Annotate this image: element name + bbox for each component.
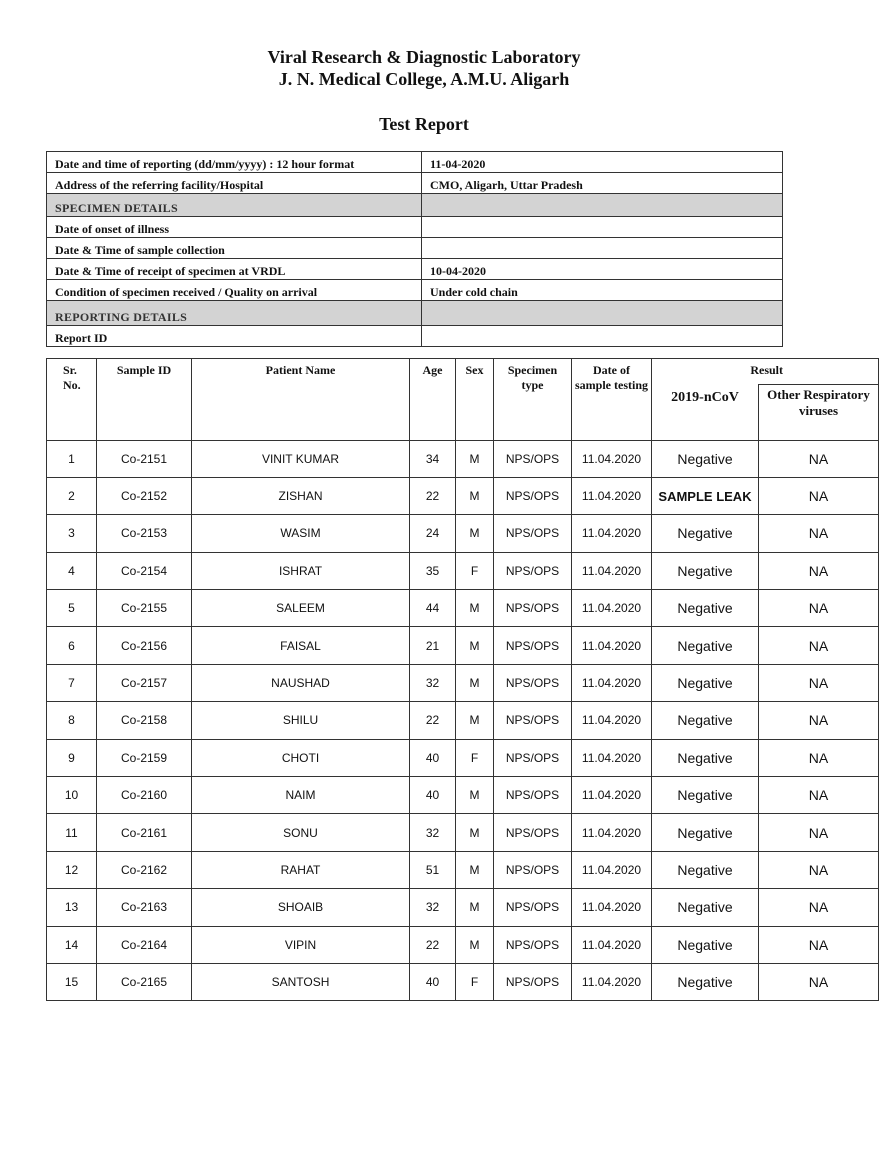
cell-date-testing: 11.04.2020 <box>572 552 652 589</box>
cell-result-other: NA <box>759 702 879 739</box>
section-heading: REPORTING DETAILS <box>47 301 422 326</box>
cell-result-2019-ncov: SAMPLE LEAK <box>652 477 759 514</box>
cell-result-2019-ncov: Negative <box>652 889 759 926</box>
cell-specimen-type: NPS/OPS <box>494 926 572 963</box>
cell-sex: F <box>456 552 494 589</box>
cell-sample-id: Co-2151 <box>97 440 192 477</box>
cell-sr-no: 11 <box>47 814 97 851</box>
cell-sex: M <box>456 851 494 888</box>
cell-result-other: NA <box>759 664 879 701</box>
cell-sex: M <box>456 702 494 739</box>
cell-patient-name: WASIM <box>192 515 410 552</box>
cell-specimen-type: NPS/OPS <box>494 739 572 776</box>
info-value <box>422 238 783 259</box>
cell-age: 22 <box>410 926 456 963</box>
institution-name: J. N. Medical College, A.M.U. Aligarh <box>278 69 570 89</box>
info-label: Report ID <box>47 326 422 347</box>
cell-sex: M <box>456 926 494 963</box>
cell-specimen-type: NPS/OPS <box>494 627 572 664</box>
info-label: Address of the referring facility/Hospital <box>47 173 422 194</box>
cell-patient-name: SALEEM <box>192 590 410 627</box>
cell-specimen-type: NPS/OPS <box>494 889 572 926</box>
cell-sr-no: 14 <box>47 926 97 963</box>
table-row <box>47 739 879 776</box>
cell-result-other: NA <box>759 477 879 514</box>
cell-patient-name: ZISHAN <box>192 477 410 514</box>
cell-date-testing: 11.04.2020 <box>572 777 652 814</box>
cell-date-testing: 11.04.2020 <box>572 627 652 664</box>
cell-sex: M <box>456 627 494 664</box>
cell-sex: F <box>456 963 494 1000</box>
section-heading: SPECIMEN DETAILS <box>47 194 422 217</box>
cell-result-other: NA <box>759 739 879 776</box>
cell-date-testing: 11.04.2020 <box>572 739 652 776</box>
cell-specimen-type: NPS/OPS <box>494 814 572 851</box>
cell-result-2019-ncov: Negative <box>652 552 759 589</box>
cell-sex: M <box>456 664 494 701</box>
cell-sample-id: Co-2165 <box>97 963 192 1000</box>
table-row <box>47 477 879 514</box>
cell-patient-name: SANTOSH <box>192 963 410 1000</box>
info-value: Under cold chain <box>422 280 783 301</box>
table-row <box>47 851 879 888</box>
cell-result-2019-ncov: Negative <box>652 926 759 963</box>
cell-date-testing: 11.04.2020 <box>572 590 652 627</box>
info-row-referring-facility <box>47 173 783 194</box>
col-header-specimen-type: Specimen type <box>494 359 572 441</box>
cell-result-other: NA <box>759 889 879 926</box>
results-header-row <box>47 359 879 385</box>
cell-age: 22 <box>410 477 456 514</box>
cell-date-testing: 11.04.2020 <box>572 664 652 701</box>
cell-sr-no: 13 <box>47 889 97 926</box>
table-row <box>47 777 879 814</box>
cell-specimen-type: NPS/OPS <box>494 590 572 627</box>
cell-sr-no: 3 <box>47 515 97 552</box>
cell-sr-no: 2 <box>47 477 97 514</box>
cell-age: 32 <box>410 814 456 851</box>
cell-age: 32 <box>410 889 456 926</box>
info-value: 10-04-2020 <box>422 259 783 280</box>
cell-result-2019-ncov: Negative <box>652 702 759 739</box>
cell-result-other: NA <box>759 777 879 814</box>
cell-result-2019-ncov: Negative <box>652 739 759 776</box>
table-row <box>47 702 879 739</box>
cell-result-2019-ncov: Negative <box>652 814 759 851</box>
cell-age: 44 <box>410 590 456 627</box>
col-header-date-testing: Date of sample testing <box>572 359 652 441</box>
info-row-reporting-datetime <box>47 152 783 173</box>
cell-age: 40 <box>410 963 456 1000</box>
cell-specimen-type: NPS/OPS <box>494 515 572 552</box>
cell-specimen-type: NPS/OPS <box>494 664 572 701</box>
cell-patient-name: NAIM <box>192 777 410 814</box>
cell-date-testing: 11.04.2020 <box>572 963 652 1000</box>
table-row <box>47 552 879 589</box>
cell-age: 24 <box>410 515 456 552</box>
table-row <box>47 515 879 552</box>
cell-date-testing: 11.04.2020 <box>572 926 652 963</box>
info-value <box>422 326 783 347</box>
cell-age: 40 <box>410 777 456 814</box>
results-table <box>46 358 879 1001</box>
cell-date-testing: 11.04.2020 <box>572 515 652 552</box>
info-value: CMO, Aligarh, Uttar Pradesh <box>422 173 783 194</box>
info-row-receipt <box>47 259 783 280</box>
table-row <box>47 440 879 477</box>
cell-sample-id: Co-2153 <box>97 515 192 552</box>
cell-sex: F <box>456 739 494 776</box>
cell-result-other: NA <box>759 926 879 963</box>
info-row-collection <box>47 238 783 259</box>
col-header-sample-id: Sample ID <box>97 359 192 441</box>
cell-sr-no: 15 <box>47 963 97 1000</box>
cell-patient-name: RAHAT <box>192 851 410 888</box>
cell-patient-name: NAUSHAD <box>192 664 410 701</box>
cell-sr-no: 12 <box>47 851 97 888</box>
info-value: 11-04-2020 <box>422 152 783 173</box>
cell-sample-id: Co-2162 <box>97 851 192 888</box>
cell-specimen-type: NPS/OPS <box>494 777 572 814</box>
info-row-condition <box>47 280 783 301</box>
cell-sample-id: Co-2159 <box>97 739 192 776</box>
cell-sr-no: 5 <box>47 590 97 627</box>
cell-sample-id: Co-2155 <box>97 590 192 627</box>
cell-specimen-type: NPS/OPS <box>494 552 572 589</box>
cell-sample-id: Co-2161 <box>97 814 192 851</box>
cell-sex: M <box>456 889 494 926</box>
lab-name: Viral Research & Diagnostic Laboratory <box>267 47 581 67</box>
cell-patient-name: CHOTI <box>192 739 410 776</box>
cell-result-2019-ncov: Negative <box>652 664 759 701</box>
table-row <box>47 664 879 701</box>
info-row-report-id <box>47 326 783 347</box>
cell-specimen-type: NPS/OPS <box>494 440 572 477</box>
cell-sample-id: Co-2154 <box>97 552 192 589</box>
specimen-details-section <box>47 194 783 217</box>
table-row <box>47 963 879 1000</box>
info-label: Date & Time of sample collection <box>47 238 422 259</box>
cell-sex: M <box>456 440 494 477</box>
cell-sample-id: Co-2163 <box>97 889 192 926</box>
cell-specimen-type: NPS/OPS <box>494 963 572 1000</box>
section-heading-blank <box>422 194 783 217</box>
cell-date-testing: 11.04.2020 <box>572 477 652 514</box>
cell-sr-no: 4 <box>47 552 97 589</box>
cell-sex: M <box>456 777 494 814</box>
cell-patient-name: FAISAL <box>192 627 410 664</box>
cell-age: 40 <box>410 739 456 776</box>
cell-result-other: NA <box>759 515 879 552</box>
cell-age: 51 <box>410 851 456 888</box>
cell-result-2019-ncov: Negative <box>652 851 759 888</box>
info-row-onset <box>47 217 783 238</box>
cell-result-2019-ncov: Negative <box>652 515 759 552</box>
info-label: Date & Time of receipt of specimen at VRDL <box>47 259 422 280</box>
cell-patient-name: VINIT KUMAR <box>192 440 410 477</box>
table-row <box>47 814 879 851</box>
cell-result-other: NA <box>759 851 879 888</box>
cell-specimen-type: NPS/OPS <box>494 851 572 888</box>
col-header-2019-ncov: 2019-nCoV <box>652 385 759 441</box>
cell-date-testing: 11.04.2020 <box>572 851 652 888</box>
cell-result-other: NA <box>759 814 879 851</box>
cell-patient-name: SHOAIB <box>192 889 410 926</box>
cell-sample-id: Co-2152 <box>97 477 192 514</box>
cell-date-testing: 11.04.2020 <box>572 814 652 851</box>
cell-sample-id: Co-2157 <box>97 664 192 701</box>
cell-age: 21 <box>410 627 456 664</box>
report-info-table <box>46 151 783 347</box>
col-header-age: Age <box>410 359 456 441</box>
col-header-sex: Sex <box>456 359 494 441</box>
cell-sample-id: Co-2164 <box>97 926 192 963</box>
col-header-patient-name: Patient Name <box>192 359 410 441</box>
cell-result-other: NA <box>759 440 879 477</box>
report-title: Test Report <box>379 114 469 134</box>
cell-result-2019-ncov: Negative <box>652 590 759 627</box>
cell-sample-id: Co-2156 <box>97 627 192 664</box>
cell-sr-no: 7 <box>47 664 97 701</box>
cell-result-other: NA <box>759 627 879 664</box>
cell-result-2019-ncov: Negative <box>652 777 759 814</box>
cell-sr-no: 1 <box>47 440 97 477</box>
table-row <box>47 889 879 926</box>
cell-sample-id: Co-2158 <box>97 702 192 739</box>
cell-result-2019-ncov: Negative <box>652 440 759 477</box>
cell-sr-no: 6 <box>47 627 97 664</box>
table-row <box>47 590 879 627</box>
col-header-result: Result <box>652 359 879 385</box>
table-row <box>47 627 879 664</box>
cell-specimen-type: NPS/OPS <box>494 477 572 514</box>
cell-sex: M <box>456 477 494 514</box>
reporting-details-section <box>47 301 783 326</box>
cell-age: 35 <box>410 552 456 589</box>
cell-result-other: NA <box>759 963 879 1000</box>
cell-result-other: NA <box>759 590 879 627</box>
cell-sr-no: 8 <box>47 702 97 739</box>
cell-sr-no: 10 <box>47 777 97 814</box>
cell-date-testing: 11.04.2020 <box>572 702 652 739</box>
cell-result-other: NA <box>759 552 879 589</box>
table-row <box>47 926 879 963</box>
info-label: Condition of specimen received / Quality on arrival <box>47 280 422 301</box>
cell-result-2019-ncov: Negative <box>652 627 759 664</box>
col-header-other-viruses: Other Respiratory viruses <box>759 385 879 441</box>
cell-result-2019-ncov: Negative <box>652 963 759 1000</box>
cell-age: 34 <box>410 440 456 477</box>
cell-age: 32 <box>410 664 456 701</box>
info-value <box>422 217 783 238</box>
info-label: Date and time of reporting (dd/mm/yyyy) : 12 hour format <box>47 152 422 173</box>
cell-sex: M <box>456 814 494 851</box>
cell-sex: M <box>456 515 494 552</box>
cell-date-testing: 11.04.2020 <box>572 889 652 926</box>
info-label: Date of onset of illness <box>47 217 422 238</box>
cell-sr-no: 9 <box>47 739 97 776</box>
cell-age: 22 <box>410 702 456 739</box>
cell-patient-name: ISHRAT <box>192 552 410 589</box>
cell-sample-id: Co-2160 <box>97 777 192 814</box>
cell-specimen-type: NPS/OPS <box>494 702 572 739</box>
cell-date-testing: 11.04.2020 <box>572 440 652 477</box>
cell-patient-name: SONU <box>192 814 410 851</box>
col-header-sr-no: Sr. No. <box>47 359 97 441</box>
cell-patient-name: SHILU <box>192 702 410 739</box>
cell-sex: M <box>456 590 494 627</box>
section-heading-blank <box>422 301 783 326</box>
cell-patient-name: VIPIN <box>192 926 410 963</box>
